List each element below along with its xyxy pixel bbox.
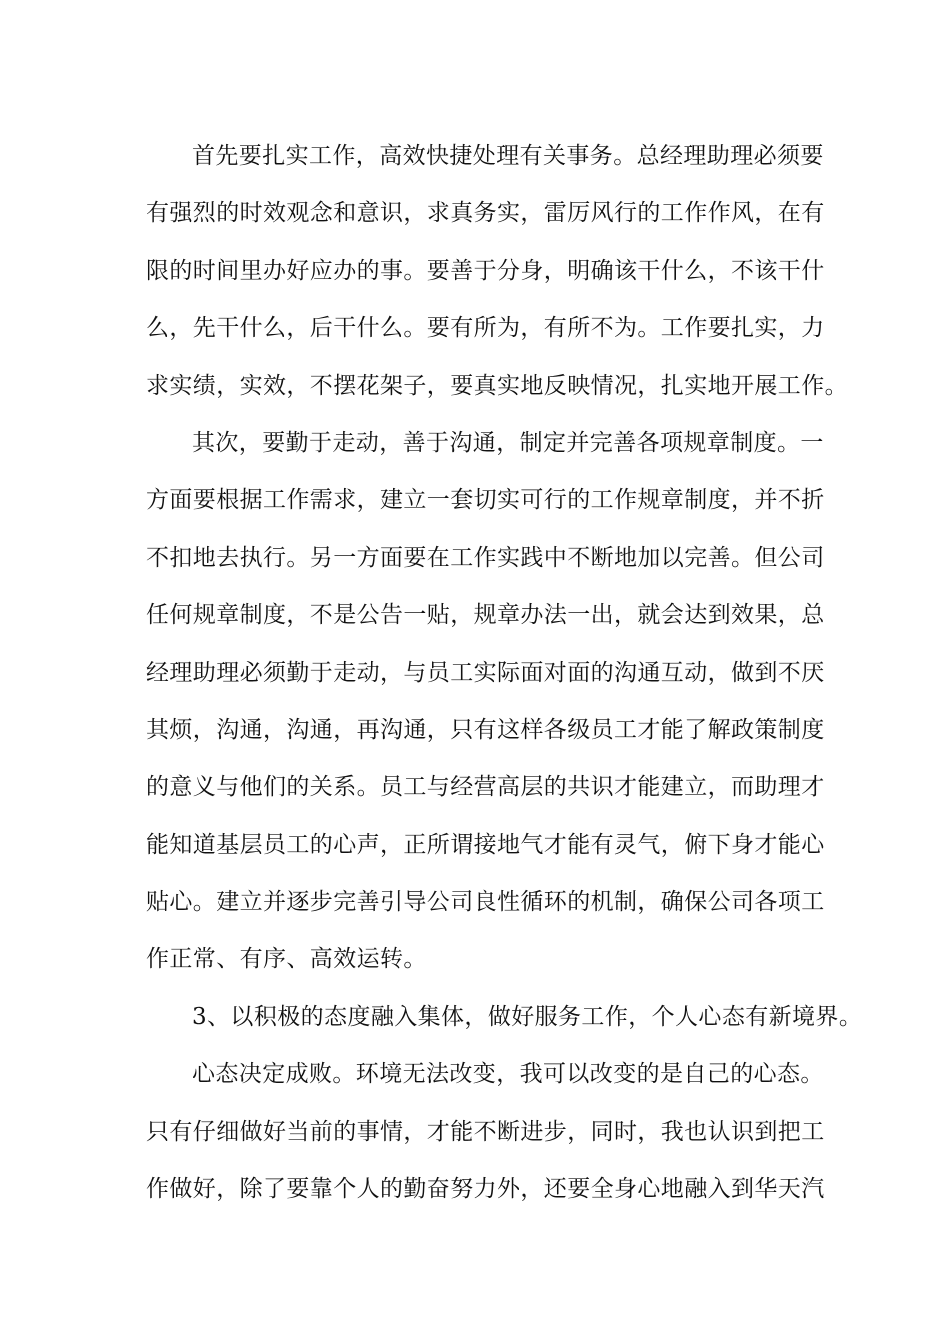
text-line: 作正常、有序、高效运转。 bbox=[146, 946, 427, 973]
text-line: 贴心。建立并逐步完善引导公司良性循环的机制，确保公司各项工 bbox=[146, 889, 825, 916]
text-line: 其烦，沟通，沟通，再沟通，只有这样各级员工才能了解政策制度 bbox=[146, 716, 825, 743]
text-line: 有强烈的时效观念和意识，求真务实，雷厉风行的工作作风，在有 bbox=[146, 200, 825, 227]
text-line: 只有仔细做好当前的事情，才能不断进步，同时，我也认识到把工 bbox=[146, 1118, 825, 1145]
document-page bbox=[146, 128, 863, 1218]
text-line: 限的时间里办好应办的事。要善于分身，明确该干什么，不该干什 bbox=[146, 257, 825, 284]
text-line: 么，先干什么，后干什么。要有所为，有所不为。工作要扎实，力 bbox=[146, 315, 825, 342]
text-line: 的意义与他们的关系。员工与经营高层的共识才能建立，而助理才 bbox=[146, 774, 825, 801]
text-line: 其次，要勤于走动，善于沟通，制定并完善各项规章制度。一 bbox=[192, 429, 824, 456]
text-line: 不扣地去执行。另一方面要在工作实践中不断地加以完善。但公司 bbox=[146, 544, 825, 571]
text-line: 经理助理必须勤于走动，与员工实际面对面的沟通互动，做到不厌 bbox=[146, 659, 825, 686]
text-line: 作做好，除了要靠个人的勤奋努力外，还要全身心地融入到华天汽 bbox=[146, 1176, 825, 1203]
text-line: 首先要扎实工作，高效快捷处理有关事务。总经理助理必须要 bbox=[192, 143, 824, 169]
section-heading: 3、以积极的态度融入集体，做好服务工作，个人心态有新境界。 bbox=[192, 1003, 863, 1030]
text-line: 求实绩，实效，不摆花架子，要真实地反映情况，扎实地开展工作。 bbox=[146, 372, 848, 399]
text-line: 方面要根据工作需求，建立一套切实可行的工作规章制度，并不折 bbox=[146, 487, 825, 514]
text-line: 任何规章制度，不是公告一贴，规章办法一出，就会达到效果，总 bbox=[146, 602, 825, 629]
text-line: 能知道基层员工的心声，正所谓接地气才能有灵气，俯下身才能心 bbox=[146, 831, 825, 858]
text-line: 心态决定成败。环境无法改变，我可以改变的是自己的心态。 bbox=[192, 1061, 824, 1088]
